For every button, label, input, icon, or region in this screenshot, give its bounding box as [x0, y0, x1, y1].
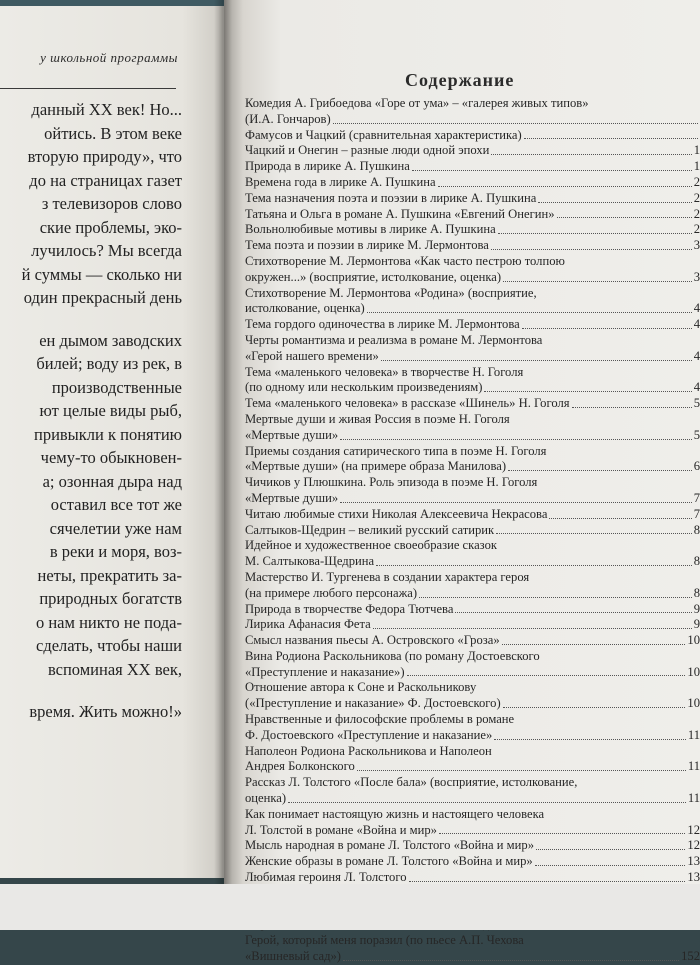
toc-entry-title: Фамусов и Чацкий (сравнительная характеристика) [245, 127, 522, 142]
toc-entry-title: Смысл названия пьесы А. Островского «Гроза» [245, 633, 500, 648]
toc-entry [245, 349, 700, 365]
toc-page-number: 4 [693, 348, 700, 363]
toc-entry-title: Тема назначения поэта и поэзии в лирике А. Пушкина [245, 190, 537, 205]
toc-entry [245, 396, 700, 412]
toc-entry-title: Лирика Афанасия Фета [245, 617, 371, 632]
toc-entry [245, 444, 700, 460]
toc-page-number: 9 [693, 601, 700, 616]
toc-entry [245, 159, 700, 175]
header-rule [0, 88, 176, 89]
toc-leader-dots [503, 707, 686, 708]
toc-entry-title: М. Салтыкова-Щедрина [245, 554, 375, 569]
toc-entry-title: Нравственные и философские проблемы в романе [245, 712, 515, 727]
toc-entry-title: Стихотворение М. Лермонтова «Родина» (восприятие, [245, 285, 537, 300]
toc-leader-dots [367, 312, 692, 313]
left-page [0, 6, 228, 878]
toc-entry [245, 238, 700, 254]
toc-entry [245, 507, 700, 523]
toc-leader-dots [572, 407, 692, 408]
paragraph-gap [0, 310, 182, 329]
toc-entry-title: Мастерство И. Тургенева в создании характера героя [245, 569, 530, 584]
toc-page-number: 13 [687, 854, 700, 869]
toc-entry [245, 649, 700, 665]
toc-entry-title: «Вишневый сад») [245, 949, 341, 964]
toc-entry-title: окружен...» (восприятие, истолкование, оценка) [245, 269, 502, 284]
toc-page-number: 4 [693, 380, 700, 395]
toc-entry-title: («Преступление и наказание» Ф. Достоевского) [245, 696, 501, 711]
toc-leader-dots [557, 217, 692, 218]
toc-entry-title: Черты романтизма и реализма в романе М. Лермонтова [245, 332, 543, 347]
toc-entry-title: «Мертвые души» (на примере образа Манилова) [245, 459, 507, 474]
toc-page-number: 4 [693, 317, 700, 332]
toc-page-number: 12 [687, 838, 700, 853]
toc-leader-dots [549, 518, 691, 519]
toc-leader-dots [409, 881, 686, 882]
toc-entry-title: (И.А. Гончаров) [245, 111, 331, 126]
toc-entry-title: (по одному или нескольким произведениям) [245, 380, 483, 395]
toc-entry-title: (на примере любого персонажа) [245, 585, 418, 600]
toc-page-number: 11 [687, 759, 700, 774]
toc-entry-title: Природа в лирике А. Пушкина [245, 159, 410, 174]
running-header: у школьной программы [40, 50, 178, 65]
toc-entry [245, 633, 700, 649]
toc-leader-dots [503, 281, 692, 282]
toc-entry-title: Вольнолюбивые мотивы в лирике А. Пушкина [245, 222, 496, 237]
toc-leader-dots [288, 802, 686, 803]
toc-entry-title: Мысль народная в романе Л. Толстого «Война и мир» [245, 838, 534, 853]
toc-page-number: 12 [687, 822, 700, 837]
toc-entry-title: Герой, который меня поразил (по пьесе А.П. Чехова [245, 933, 524, 948]
toc-leader-dots [536, 849, 685, 850]
toc-entry [245, 191, 700, 207]
toc-entry [245, 523, 700, 539]
toc-leader-dots [438, 186, 692, 187]
toc-entry-title: Тема «маленького человека» в рассказе «Шинель» Н. Гоголя [245, 396, 570, 411]
toc-leader-dots [538, 202, 691, 203]
toc-page-number: 9 [693, 617, 700, 632]
toc-entry-title: оценка) [245, 791, 287, 806]
toc-leader-dots [498, 233, 692, 234]
text-line: лучилось? Мы всегда [31, 241, 182, 260]
toc-leader-dots [524, 138, 698, 139]
text-line: время. Жить можно!» [29, 702, 182, 721]
toc-page-number: 5 [693, 396, 700, 411]
text-line: о нам никто не пода- [35, 612, 182, 632]
toc-leader-dots [522, 328, 692, 329]
toc-entry [245, 143, 700, 159]
toc-entry [245, 791, 700, 807]
toc-entry [245, 807, 700, 823]
toc-entry [245, 949, 700, 965]
text-line: один прекрасный день [23, 288, 182, 307]
toc-entry-title: Ф. Достоевского «Преступление и наказание» [245, 727, 493, 742]
toc-page-number: 5 [693, 427, 700, 442]
toc-entry [245, 286, 700, 302]
toc-leader-dots [491, 154, 691, 155]
text-line: сделать, чтобы наши [36, 636, 182, 655]
toc-entry-title: Салтыков-Щедрин – великий русский сатирик [245, 522, 495, 537]
book-gutter [214, 0, 232, 884]
toc-page-number: 2 [693, 174, 700, 189]
toc-entry-title: Идейное и художественное своеобразие сказок [245, 538, 497, 553]
text-line: й суммы — сколько ни [21, 264, 182, 284]
toc-page-number: 10 [687, 664, 700, 679]
toc-leader-dots [357, 770, 686, 771]
toc-title: Содержание [405, 70, 515, 90]
right-page [224, 0, 700, 964]
toc-leader-dots [494, 739, 686, 740]
toc-leader-dots [508, 470, 692, 471]
toc-entry [245, 270, 700, 286]
toc-page-number: 3 [693, 269, 700, 284]
toc-leader-dots [340, 439, 692, 440]
toc-entry [245, 775, 700, 791]
toc-page-number: 8 [693, 522, 700, 537]
toc-entry-title: Мертвые души и живая Россия в поэме Н. Гоголя [245, 411, 510, 426]
toc-entry [245, 96, 700, 112]
toc-leader-dots [491, 249, 692, 250]
toc-entry-title: Татьяна и Ольга в романе А. Пушкина «Евгений Онегин» [245, 206, 555, 221]
toc-entry-title: Наполеон Родиона Раскольникова и Наполеон [245, 743, 492, 758]
toc-page-number: 2 [693, 190, 700, 205]
toc-entry-title: «Мертвые души» [245, 427, 339, 442]
toc-leader-dots [343, 960, 679, 961]
toc-entry-title: Комедия А. Грибоедова «Горе от ума» – «галерея живых типов» [245, 96, 589, 110]
left-page-text [0, 98, 182, 724]
toc-entry [245, 175, 700, 191]
toc-entry [245, 254, 700, 270]
text-line: ойтись. В этом веке [44, 123, 182, 143]
toc-entry-title: «Преступление и наказание») [245, 664, 405, 679]
toc-entry-title: Тема «маленького человека» в творчестве Н. Гоголя [245, 364, 524, 379]
toc-page-number: 3 [693, 238, 700, 253]
toc-page-number: 1 [693, 159, 700, 174]
text-line: данный XX век! Но... [31, 100, 182, 119]
text-line: сячелетии уже нам [49, 518, 182, 538]
toc-entry-title: истолкование, оценка) [245, 301, 365, 316]
toc-entry [245, 823, 700, 839]
toc-entry-title: Времена года в лирике А. Пушкина [245, 174, 436, 189]
toc-leader-dots [455, 612, 691, 613]
toc-entry [245, 333, 700, 349]
toc-entry-title: Андрея Болконского [245, 759, 355, 774]
toc-entry [245, 365, 700, 381]
toc-entry-title: «Герой нашего времени» [245, 348, 379, 363]
toc-entry [245, 838, 700, 854]
toc-entry [245, 570, 700, 586]
toc-entry [245, 459, 700, 475]
toc-page-number: 7 [693, 506, 700, 521]
toc-leader-dots [502, 644, 686, 645]
toc-entry [245, 586, 700, 602]
toc-entry-title: Тема гордого одиночества в лирике М. Лермонтова [245, 317, 520, 332]
toc-leader-dots [333, 123, 698, 124]
toc-leader-dots [373, 628, 692, 629]
toc-entry [245, 207, 700, 223]
toc-entry [245, 933, 700, 949]
toc-leader-dots [407, 675, 686, 676]
toc-entry-title: Чацкий и Онегин – разные люди одной эпохи [245, 143, 490, 158]
toc-entry [245, 554, 700, 570]
toc-leader-dots [412, 170, 692, 171]
toc-entry [245, 475, 700, 491]
paragraph-gap [0, 681, 182, 700]
toc-entry-title: Женские образы в романе Л. Толстого «Война и мир» [245, 854, 533, 869]
text-line: вспоминая XX век, [47, 659, 182, 679]
toc-page-number: 152 [681, 949, 700, 964]
toc-entry-title: Любимая героиня Л. Толстого [245, 870, 407, 885]
text-line: билей; воду из рек, в [36, 354, 182, 373]
toc-page-number: 10 [687, 696, 700, 711]
toc-leader-dots [496, 533, 692, 534]
toc-page-number: 1 [693, 143, 700, 158]
text-line: привыкли к понятию [33, 424, 182, 444]
text-line: ен дымом заводских [39, 330, 182, 350]
toc-page-number: 10 [687, 633, 700, 648]
toc-entry [245, 538, 700, 554]
text-line: ские проблемы, эко- [39, 217, 182, 237]
toc-page-number: 8 [693, 554, 700, 569]
toc-entry [245, 317, 700, 333]
toc-leader-dots [439, 833, 685, 834]
toc-entry [245, 617, 700, 633]
toc-entry-title: Тема поэта и поэзии в лирике М. Лермонтова [245, 238, 489, 253]
toc-entry-title: Читаю любимые стихи Николая Алексеевича Некрасова [245, 506, 548, 521]
text-line: природных богатств [39, 589, 182, 608]
toc-entry [245, 744, 700, 760]
text-line: в реки и моря, воз- [49, 542, 182, 561]
toc-entry-title: Рассказ Л. Толстого «После бала» (восприятие, истолкование, [245, 775, 578, 790]
toc-entry-title: Стихотворение М. Лермонтова «Как часто пестрою толпою [245, 253, 565, 268]
toc-entry [245, 428, 700, 444]
toc-page-number: 4 [693, 301, 700, 316]
toc-entry-title: Отношение автора к Соне и Раскольникову [245, 680, 477, 695]
toc-leader-dots [535, 865, 686, 866]
toc-page-number: 6 [693, 459, 700, 474]
text-line: а; озонная дыра над [42, 471, 182, 491]
text-line: производственные [51, 377, 182, 397]
toc-entry [245, 696, 700, 712]
toc-leader-dots [419, 597, 692, 598]
toc-page-number: 2 [693, 222, 700, 237]
text-line: з телевизоров слово [41, 194, 182, 213]
toc-page-number: 11 [687, 727, 700, 742]
toc-leader-dots [340, 502, 692, 503]
toc-entry [245, 854, 700, 870]
toc-entry [245, 728, 700, 744]
toc-entry [245, 491, 700, 507]
table-of-contents [245, 96, 700, 965]
toc-page-number: 13 [687, 870, 700, 885]
toc-page-number: 7 [693, 490, 700, 505]
toc-entry [245, 759, 700, 775]
toc-entry [245, 301, 700, 317]
toc-entry [245, 412, 700, 428]
text-line: чему-то обыкновен- [40, 448, 182, 467]
background-surface [0, 884, 700, 930]
toc-entry [245, 380, 700, 396]
toc-entry [245, 665, 700, 681]
toc-entry-title: Приемы создания сатирического типа в поэме Н. Гоголя [245, 443, 547, 458]
text-line: неты, прекратить за- [37, 565, 182, 585]
text-line: вторую природу», что [27, 147, 182, 166]
toc-entry [245, 602, 700, 618]
toc-leader-dots [381, 360, 692, 361]
toc-leader-dots [484, 391, 691, 392]
toc-leader-dots [376, 565, 692, 566]
text-line: до на страницах газет [29, 170, 182, 190]
toc-entry-title: Чичиков у Плюшкина. Роль эпизода в поэме Н. Гоголя [245, 475, 538, 490]
toc-entry-title: Вина Родиона Раскольникова (по роману Достоевского [245, 648, 540, 663]
toc-entry [245, 712, 700, 728]
toc-entry-title: Л. Толстой в романе «Война и мир» [245, 822, 437, 837]
toc-entry [245, 680, 700, 696]
toc-entry [245, 112, 700, 128]
toc-entry [245, 128, 700, 144]
toc-entry-title: Как понимает настоящую жизнь и настоящего человека [245, 806, 545, 821]
toc-entry [245, 222, 700, 238]
toc-entry-title: Природа в творчестве Федора Тютчева [245, 601, 454, 616]
toc-page-number: 8 [693, 585, 700, 600]
text-line: ют целые виды рыб, [39, 401, 182, 420]
text-line: оставил все тот же [50, 495, 182, 514]
toc-page-number: 2 [693, 206, 700, 221]
toc-entry-title: «Мертвые души» [245, 490, 339, 505]
toc-page-number: 11 [687, 791, 700, 806]
